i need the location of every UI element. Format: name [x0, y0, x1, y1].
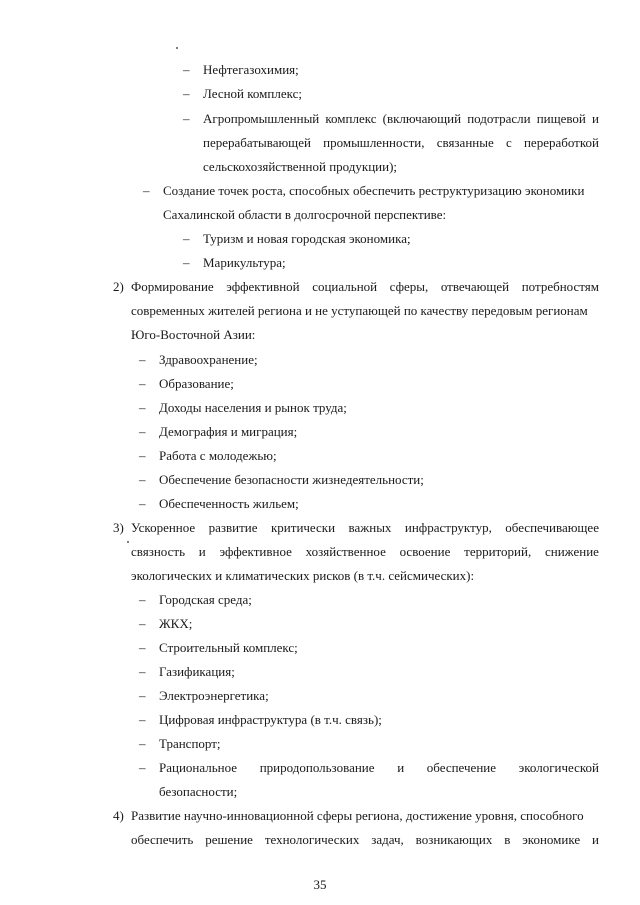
paragraph-line: современных жителей региона и не уступающей по качеству передовым регионам: [131, 303, 588, 318]
list-item: Газификация;: [159, 664, 235, 679]
list-item: безопасности;: [159, 784, 238, 799]
paragraph-line: Агропромышленный комплекс (включающий подотрасли пищевой и: [203, 111, 599, 126]
list-dash: –: [139, 736, 146, 751]
paragraph-line: Ускоренное развитие критически важных инфраструктур, обеспечивающее: [131, 520, 599, 535]
paragraph-line: экологических и климатических рисков (в т.ч. сейсмических):: [131, 568, 475, 583]
list-dash: –: [139, 640, 146, 655]
list-item: Обеспеченность жильем;: [159, 496, 299, 511]
scan-speck: [127, 541, 129, 543]
list-item: Нефтегазохимия;: [203, 62, 299, 77]
list-dash: –: [139, 400, 146, 415]
list-item: Транспорт;: [159, 736, 221, 751]
list-dash: –: [139, 712, 146, 727]
list-dash: –: [183, 62, 190, 77]
item-number: 3): [113, 520, 124, 535]
item-number: 4): [113, 808, 124, 823]
paragraph-line: перерабатывающей промышленности, связанные с переработкой: [203, 135, 599, 150]
list-dash: –: [139, 376, 146, 391]
list-item: Строительный комплекс;: [159, 640, 298, 655]
list-dash: –: [143, 183, 150, 198]
page-number: 35: [313, 877, 327, 892]
list-item: Рациональное природопользование и обеспечение экологической: [159, 760, 599, 775]
paragraph-line: сельскохозяйственной продукции);: [203, 159, 398, 174]
paragraph-line: Создание точек роста, способных обеспечить реструктуризацию экономики: [163, 183, 585, 198]
scan-speck: [176, 47, 178, 49]
list-dash: –: [139, 616, 146, 631]
list-dash: –: [183, 255, 190, 270]
list-item: Обеспечение безопасности жизнедеятельности;: [159, 472, 424, 487]
list-item: Демография и миграция;: [159, 424, 298, 439]
list-dash: –: [183, 231, 190, 246]
list-item: Туризм и новая городская экономика;: [203, 231, 411, 246]
list-item: Цифровая инфраструктура (в т.ч. связь);: [159, 712, 382, 727]
list-item: ЖКХ;: [159, 616, 193, 631]
list-item: Лесной комплекс;: [203, 86, 302, 101]
paragraph-line: Сахалинской области в долгосрочной перспективе:: [163, 207, 447, 222]
list-dash: –: [139, 424, 146, 439]
list-dash: –: [183, 111, 190, 126]
list-item: Электроэнергетика;: [159, 688, 269, 703]
list-dash: –: [139, 352, 146, 367]
list-item: Доходы населения и рынок труда;: [159, 400, 347, 415]
list-dash: –: [183, 86, 190, 101]
paragraph-line: связность и эффективное хозяйственное освоение территорий, снижение: [131, 544, 599, 559]
list-item: Здравоохранение;: [159, 352, 258, 367]
list-item: Работа с молодежью;: [159, 448, 277, 463]
list-dash: –: [139, 448, 146, 463]
list-dash: –: [139, 472, 146, 487]
item-number: 2): [113, 279, 124, 294]
paragraph-line: Развитие научно-инновационной сферы региона, достижение уровня, способного: [131, 808, 584, 823]
list-dash: –: [139, 664, 146, 679]
list-dash: –: [139, 496, 146, 511]
paragraph-line: Формирование эффективной социальной сферы, отвечающей потребностям: [131, 279, 599, 294]
list-item: Марикультура;: [203, 255, 286, 270]
paragraph-line: обеспечить решение технологических задач, возникающих в экономике и: [131, 832, 599, 847]
list-dash: –: [139, 688, 146, 703]
list-dash: –: [139, 592, 146, 607]
list-item: Городская среда;: [159, 592, 252, 607]
list-item: Образование;: [159, 376, 234, 391]
list-dash: –: [139, 760, 146, 775]
paragraph-line: Юго-Восточной Азии:: [131, 327, 256, 342]
